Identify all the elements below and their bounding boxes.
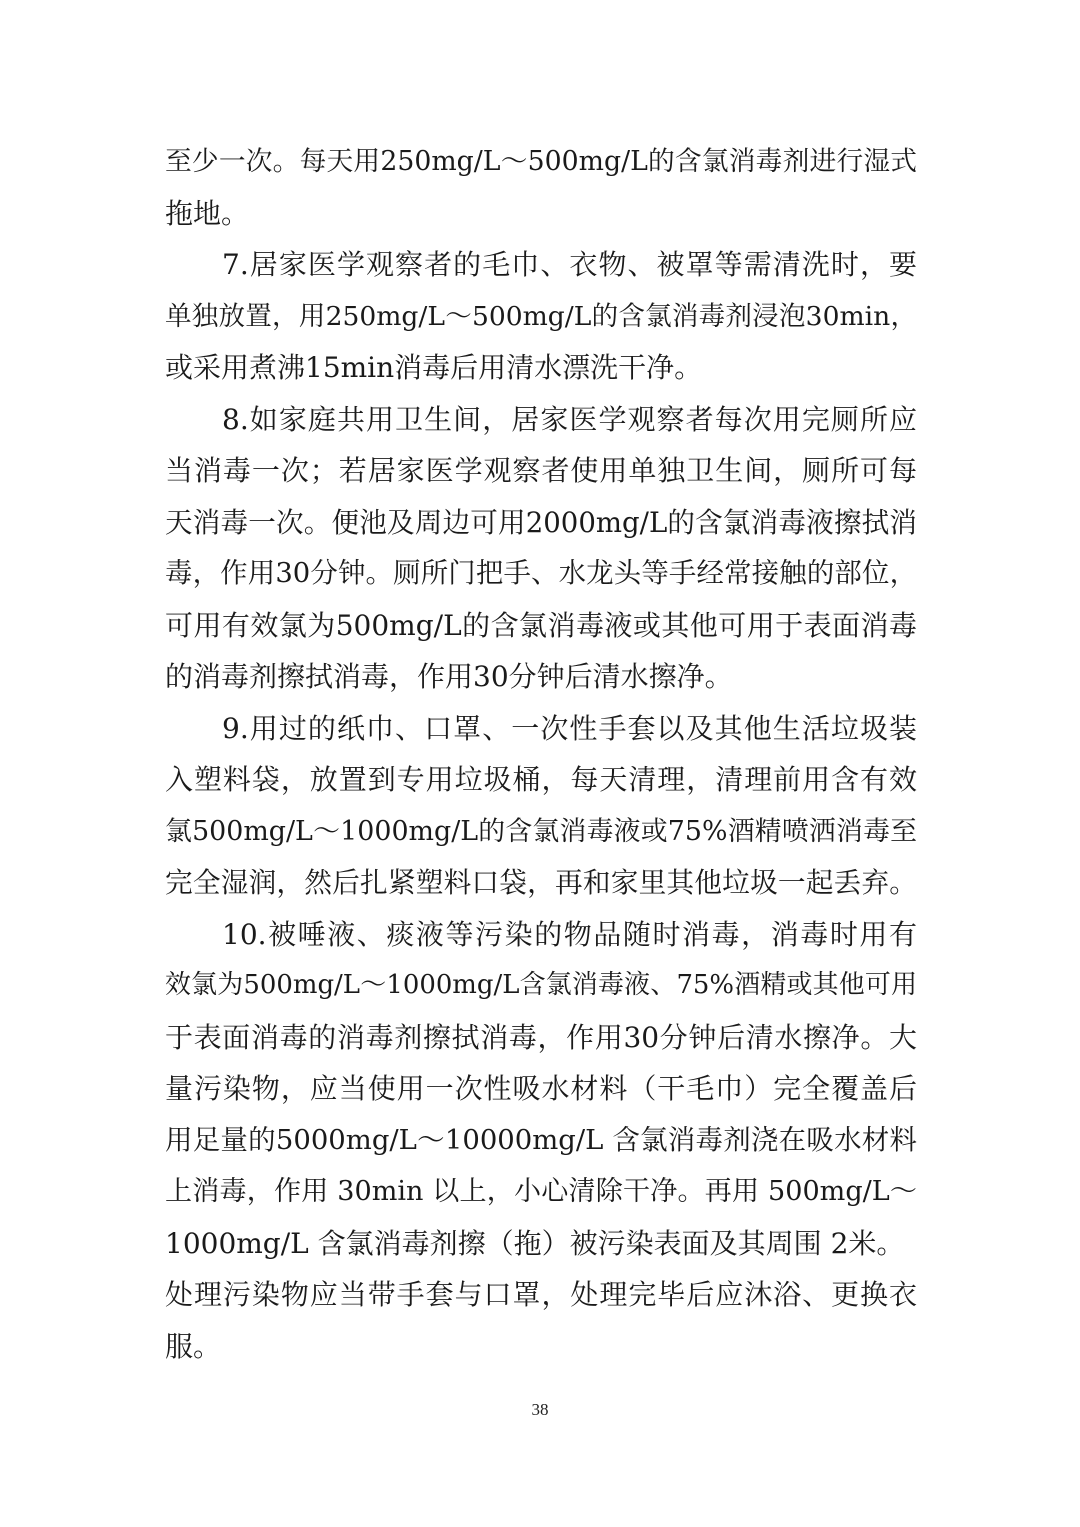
text-line-11: 的消毒剂擦拭消毒，作用30分钟后清水擦净。 (165, 660, 733, 693)
text-line-5: 或采用煮沸15min消毒后用清水漂洗干净。 (165, 351, 703, 384)
text-line-17: 效氯为500mg/L～1000mg/L含氯消毒液、75%酒精或其他可用 (165, 970, 917, 1000)
text-line-12: 9.用过的纸巾、口罩、一次性手套以及其他生活垃圾装 (222, 711, 917, 745)
text-line-8: 天消毒一次。便池及周边可用2000mg/L的含氯消毒液擦拭消 (165, 505, 917, 539)
text-line-13: 入塑料袋，放置到专用垃圾桶，每天清理，清理前用含有效 (165, 763, 917, 796)
text-line-19: 量污染物，应当使用一次性吸水材料（干毛巾）完全覆盖后 (165, 1072, 917, 1105)
text-line-21: 上消毒，作用 30min 以上，小心清除干净。再用 500mg/L～ (165, 1176, 917, 1207)
text-line-4: 单独放置，用250mg/L～500mg/L的含氯消毒剂浸泡30min， (165, 300, 917, 332)
text-line-6: 8.如家庭共用卫生间，居家医学观察者每次用完厕所应 (222, 402, 917, 436)
text-line-23: 处理污染物应当带手套与口罩，处理完毕后应沐浴、更换衣 (165, 1278, 917, 1311)
text-line-15: 完全湿润，然后扎紧塑料口袋，再和家里其他垃圾一起丢弃。 (165, 866, 917, 899)
text-line-1: 至少一次。每天用250mg/L～500mg/L的含氯消毒剂进行湿式 (165, 146, 917, 177)
text-line-24: 服。 (165, 1329, 222, 1363)
text-line-14: 氯500mg/L～1000mg/L的含氯消毒液或75%酒精喷洒消毒至 (165, 815, 917, 847)
page-number: 38 (531, 1400, 549, 1419)
text-line-10: 可用有效氯为500mg/L的含氯消毒液或其他可用于表面消毒 (165, 608, 917, 642)
body-text (165, 136, 917, 1372)
text-line-20: 用足量的5000mg/L～10000mg/L 含氯消毒剂浇在吸水材料 (165, 1123, 917, 1156)
text-line-22: 1000mg/L 含氯消毒剂擦（拖）被污染表面及其周围 2米。 (165, 1226, 905, 1260)
text-line-2: 拖地。 (165, 196, 250, 230)
text-line-7: 当消毒一次；若居家医学观察者使用单独卫生间，厕所可每 (165, 454, 917, 487)
text-line-18: 于表面消毒的消毒剂擦拭消毒，作用30分钟后清水擦净。大 (165, 1020, 917, 1054)
text-line-9: 毒，作用30分钟。厕所门把手、水龙头等手经常接触的部位， (165, 558, 917, 589)
text-line-3: 7.居家医学观察者的毛巾、衣物、被罩等需清洗时，要 (222, 248, 917, 281)
text-line-16: 10.被唾液、痰液等污染的物品随时消毒，消毒时用有 (222, 917, 917, 951)
